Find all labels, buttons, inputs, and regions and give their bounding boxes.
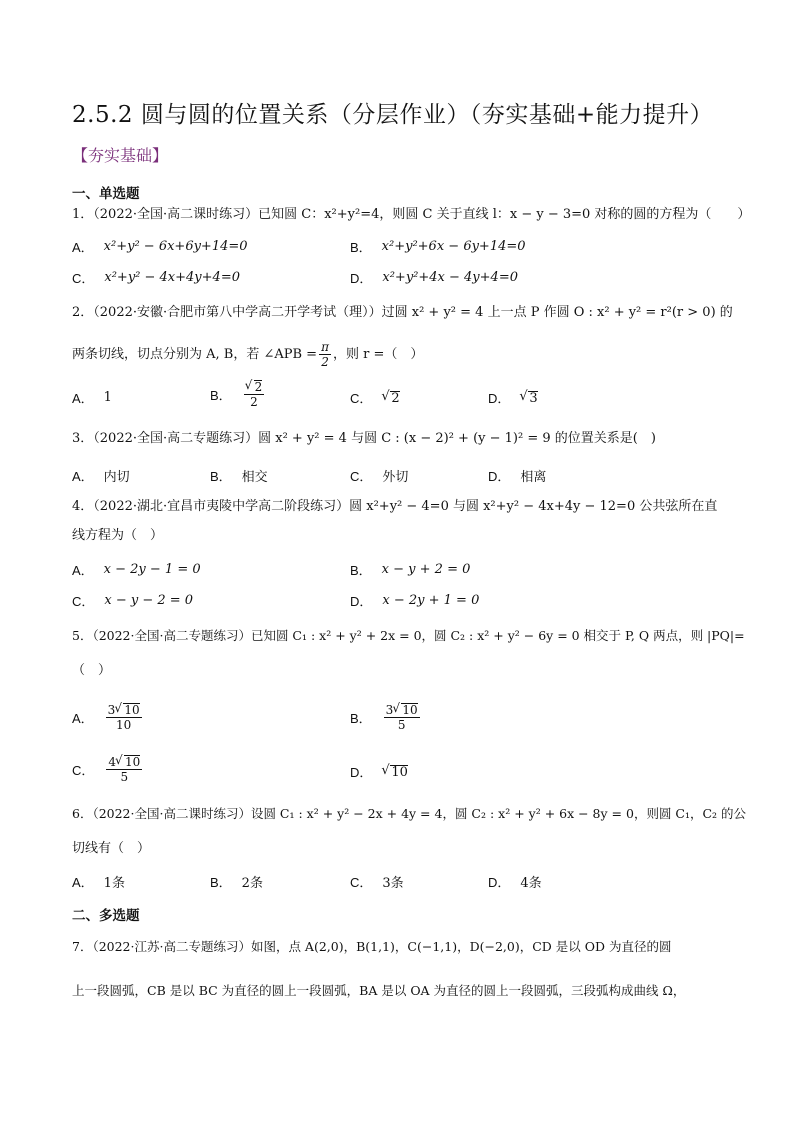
q4-option-a-text: x − 2y − 1 = 0 (103, 562, 201, 577)
q6-option-a-label: A． (72, 875, 94, 890)
q2-stem-part-b: ，则 r =（ ） (332, 346, 424, 362)
q6-option-d-label: D． (488, 875, 511, 890)
q3-option-b-text: 相交 (241, 470, 268, 485)
q5-option-c (72, 755, 144, 784)
q2-option-b-radicand: √ 2 (254, 380, 263, 394)
q3-option-c-text: 外切 (382, 470, 409, 485)
q5-option-b-radicand: √ 10 (401, 703, 417, 717)
q5-option-d-label: D． (350, 765, 373, 780)
q3-option-b (210, 466, 268, 485)
q2-stem-part-a: 两条切线，切点分别为 A, B，若 ∠APB = (72, 346, 318, 362)
q3-option-d (488, 466, 546, 485)
q2-option-b-fraction (244, 380, 265, 409)
q5-option-c-radicand: √ 10 (124, 755, 140, 769)
q4-option-a (72, 560, 201, 579)
q5-option-a-coefficient: 3 (107, 703, 116, 717)
q6-option-b-label: B． (210, 875, 232, 890)
q4-option-c-text: x − y − 2 = 0 (104, 593, 194, 608)
q6-option-a-text: 1条 (103, 876, 125, 891)
q5-option-b-fraction (384, 703, 420, 732)
q1-option-b-label: B． (350, 240, 372, 255)
q5-option-b (350, 703, 422, 732)
q5-option-b-denominator: 5 (397, 718, 406, 732)
q2-option-d (488, 388, 538, 407)
q4-option-b (350, 560, 470, 579)
question-2-stem-line2 (72, 340, 423, 369)
q6-option-c (350, 872, 404, 891)
q5-option-d (350, 762, 408, 781)
question-6-stem-line2: 切线有（ ） (72, 841, 151, 856)
q5-option-a-fraction (106, 703, 142, 732)
q1-option-c-label: C． (72, 271, 95, 286)
q4-option-b-text: x − y + 2 = 0 (381, 562, 471, 577)
q3-option-d-text: 相离 (520, 470, 547, 485)
question-6-stem-line1: 6．（2022·全国·高二课时练习）设圆 C₁ : x² + y² − 2x + 4y = 4，圆 C₂ : x² + y² + 6x − 8y = 0，则圆 C₁，C₂ 的公 (72, 806, 747, 821)
q1-option-c-text: x²+y² − 4x+4y+4=0 (104, 270, 240, 285)
q5-option-c-denominator: 5 (120, 770, 129, 784)
q6-option-a (72, 872, 125, 891)
q4-option-b-label: B． (350, 563, 372, 578)
q5-option-a-label: A． (72, 711, 94, 726)
q2-option-b (210, 380, 266, 409)
q5-option-b-coefficient: 3 (385, 703, 394, 717)
q2-option-c (350, 388, 400, 407)
q1-option-a-text: x²+y² − 6x+6y+14=0 (103, 239, 248, 254)
q1-option-d-text: x²+y²+4x − 4y+4=0 (382, 270, 518, 285)
q2-option-b-label: B． (210, 388, 232, 403)
q3-option-d-label: D． (488, 469, 511, 484)
q4-option-d (350, 591, 479, 610)
q5-option-c-fraction (106, 755, 142, 784)
q2-fraction-numerator: π (321, 340, 329, 354)
q2-angle-fraction (319, 340, 331, 369)
question-7-stem-line1: 7．（2022·江苏·高二专题练习）如图，点 A(2,0)，B(1,1)，C(−1,1)，D(−2,0)，CD 是以 OD 为直径的圆 (72, 939, 672, 954)
q6-option-c-label: C． (350, 875, 373, 890)
q2-option-a (72, 388, 112, 407)
q2-option-c-label: C． (350, 391, 373, 406)
q3-option-c (350, 466, 408, 485)
question-5-stem-line1: 5．（2022·全国·高二专题练习）已知圆 C₁ : x² + y² + 2x = 0，圆 C₂ : x² + y² − 6y = 0 相交于 P, Q 两点，则 |PQ|= (72, 628, 745, 643)
q6-option-c-text: 3条 (382, 876, 404, 891)
q4-option-a-label: A． (72, 563, 94, 578)
q6-option-b (210, 872, 263, 891)
q1-option-a (72, 237, 248, 256)
question-1-stem: 1．（2022·全国·高二课时练习）已知圆 C：x²+y²=4，则圆 C 关于直线 l：x − y − 3=0 对称的圆的方程为（ ） (72, 207, 751, 222)
q6-option-b-text: 2条 (241, 876, 263, 891)
q1-option-b (350, 237, 526, 256)
q2-option-c-radicand: √ 2 (390, 391, 399, 405)
q4-option-d-label: D． (350, 594, 373, 609)
question-4-stem-line2: 线方程为（ ） (72, 528, 164, 543)
q4-option-d-text: x − 2y + 1 = 0 (382, 593, 480, 608)
question-4-stem-line1: 4．（2022·湖北·宜昌市夷陵中学高二阶段练习）圆 x²+y² − 4=0 与圆 x²+y² − 4x+4y − 12=0 公共弦所在直 (72, 499, 718, 514)
q5-option-c-coefficient: 4 (108, 755, 117, 769)
q3-option-c-label: C． (350, 469, 373, 484)
q3-option-a-text: 内切 (103, 470, 130, 485)
q6-option-d (488, 872, 542, 891)
heading-multiple-choice: 二、多选题 (72, 908, 140, 924)
q2-option-b-denominator: 2 (250, 395, 258, 409)
question-2-stem-line1: 2．（2022·安徽·合肥市第八中学高二开学考试（理））过圆 x² + y² = 4 上一点 P 作圆 O : x² + y² = r²(r > 0) 的 (72, 305, 733, 320)
q1-option-c (72, 268, 240, 287)
question-5-stem-line2: （ ） (72, 663, 112, 678)
section-label: 【夯实基础】 (72, 146, 169, 165)
q2-fraction-denominator: 2 (321, 355, 329, 369)
q5-option-d-radicand: √ 10 (390, 765, 408, 779)
q5-option-a (72, 703, 144, 732)
q1-option-a-label: A． (72, 240, 94, 255)
q1-option-d-label: D． (350, 271, 373, 286)
q2-option-a-label: A． (72, 391, 94, 406)
question-7-stem-line2: 上一段圆弧，CB 是以 BC 为直径的圆上一段圆弧，BA 是以 OA 为直径的圆上一段圆弧，三段弧构成曲线 Ω， (72, 983, 686, 998)
page-title: 2.5.2 圆与圆的位置关系（分层作业）（夯实基础+能力提升） (72, 102, 714, 128)
q5-option-a-radicand: √ 10 (123, 703, 139, 717)
heading-single-choice: 一、单选题 (72, 186, 140, 202)
q1-option-b-text: x²+y²+6x − 6y+14=0 (381, 239, 526, 254)
q3-option-a (72, 466, 130, 485)
q6-option-d-text: 4条 (520, 876, 542, 891)
q5-option-b-label: B． (350, 711, 372, 726)
q3-option-b-label: B． (210, 469, 232, 484)
q5-option-a-denominator: 10 (115, 718, 132, 732)
question-3-stem: 3．（2022·全国·高二专题练习）圆 x² + y² = 4 与圆 C : (x − 2)² + (y − 1)² = 9 的位置关系是( ) (72, 431, 656, 446)
q5-option-c-label: C． (72, 763, 95, 778)
q4-option-c (72, 591, 193, 610)
q2-option-a-text: 1 (103, 390, 112, 405)
q2-option-d-label: D． (488, 391, 511, 406)
q1-option-d (350, 268, 518, 287)
q2-option-d-radicand: √ 3 (528, 391, 537, 405)
q4-option-c-label: C． (72, 594, 95, 609)
q3-option-a-label: A． (72, 469, 94, 484)
